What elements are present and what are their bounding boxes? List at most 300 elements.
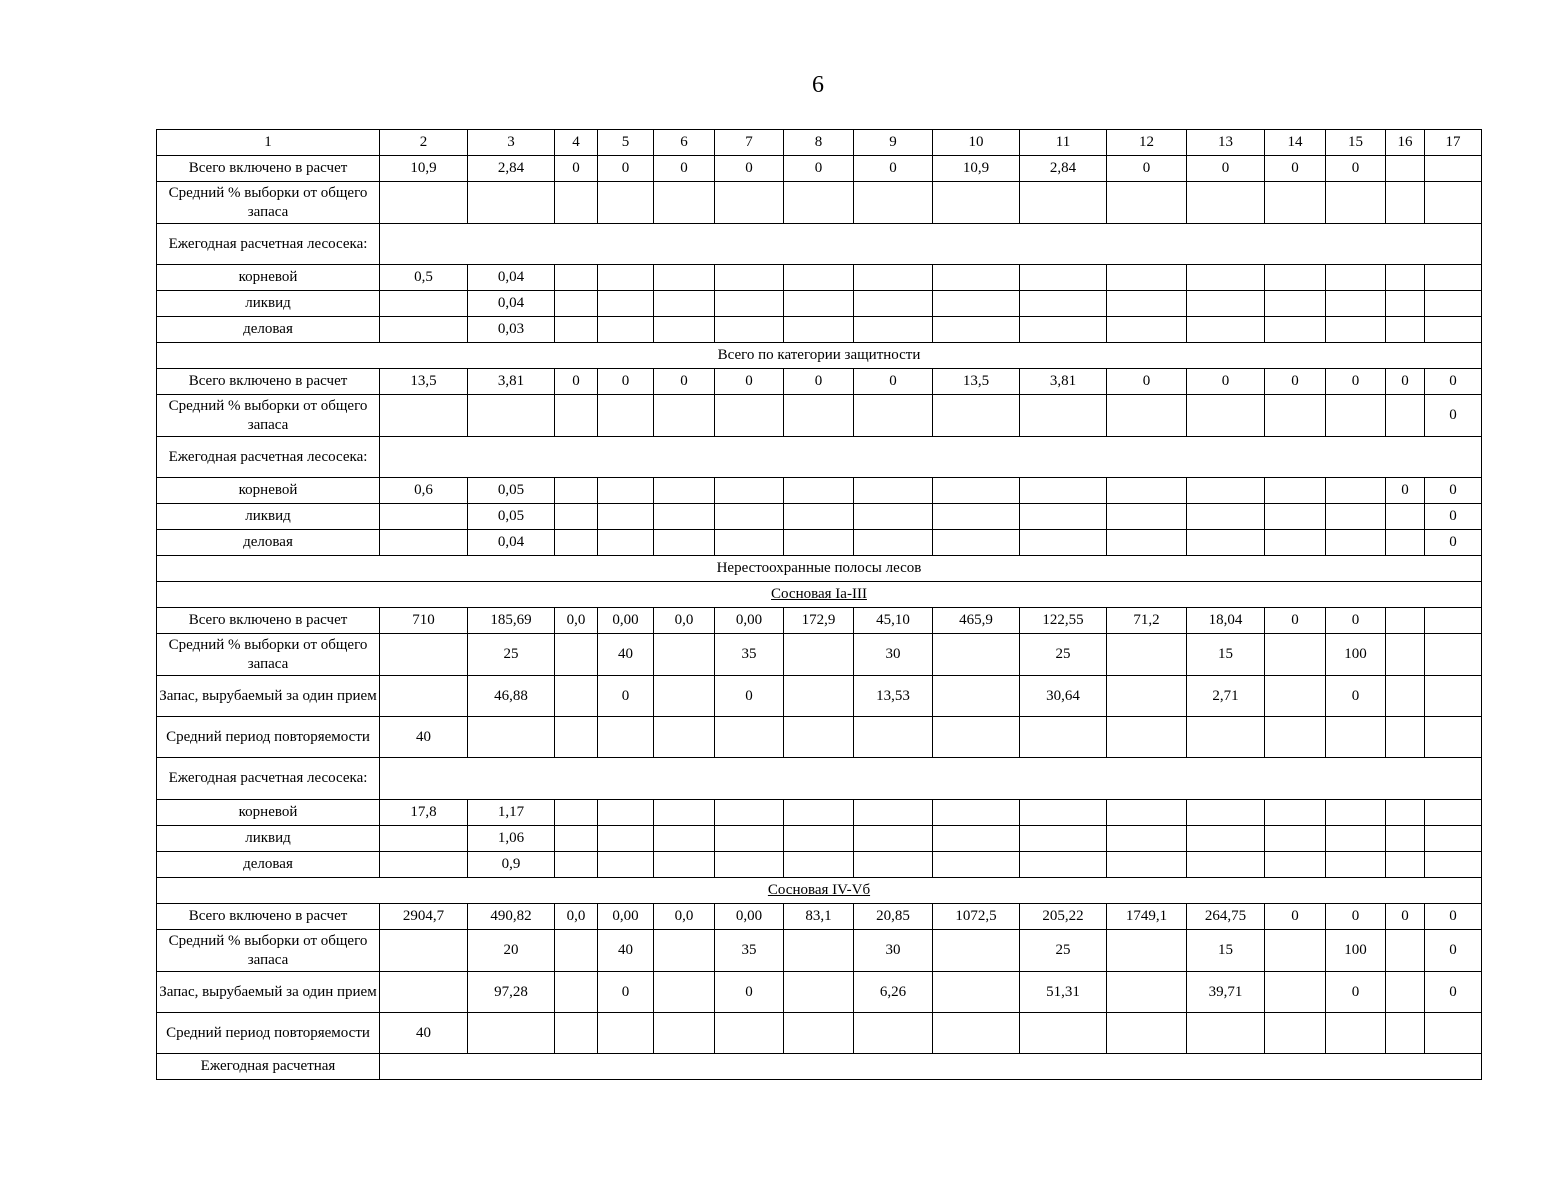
table-cell [654, 930, 715, 972]
table-cell: 13,5 [380, 369, 468, 395]
table-cell [654, 800, 715, 826]
row-label: Всего включено в расчет [157, 608, 380, 634]
table-cell [555, 395, 598, 437]
row-label: Ежегодная расчетная лесосека: [157, 758, 380, 800]
table-cell [1265, 972, 1326, 1013]
table-cell [854, 478, 933, 504]
table-cell: 185,69 [468, 608, 555, 634]
table-cell [854, 1013, 933, 1054]
table-cell [555, 972, 598, 1013]
table-cell: 0,9 [468, 852, 555, 878]
table-cell [1107, 317, 1187, 343]
table-cell: 30 [854, 634, 933, 676]
section-row [157, 343, 1482, 369]
table-cell [1107, 826, 1187, 852]
table-cell: 0 [1265, 156, 1326, 182]
table-cell: 0 [854, 369, 933, 395]
table-cell [598, 265, 654, 291]
table-cell [654, 265, 715, 291]
table-cell [1425, 182, 1482, 224]
table-cell [380, 676, 468, 717]
table-cell [1020, 852, 1107, 878]
table-cell [380, 930, 468, 972]
table-cell [1386, 265, 1425, 291]
section-row [157, 582, 1482, 608]
section-row [157, 556, 1482, 582]
table-cell [598, 478, 654, 504]
row-label: Всего включено в расчет [157, 156, 380, 182]
table-cell: 3,81 [468, 369, 555, 395]
section-title: Всего по категории защитности [157, 343, 1482, 369]
table-cell [1187, 265, 1265, 291]
section-row [157, 878, 1482, 904]
table-cell [933, 800, 1020, 826]
table-cell [1386, 291, 1425, 317]
table-cell: 13,53 [854, 676, 933, 717]
table-cell [933, 530, 1020, 556]
table-cell [1326, 530, 1386, 556]
table-cell [784, 800, 854, 826]
table-cell [1107, 504, 1187, 530]
row-label: Запас, вырубаемый за один прием [157, 676, 380, 717]
table-cell: 97,28 [468, 972, 555, 1013]
table-cell [654, 972, 715, 1013]
table-cell: 1,17 [468, 800, 555, 826]
table-cell [854, 826, 933, 852]
table-cell [1187, 530, 1265, 556]
table-cell [468, 182, 555, 224]
table-cell [933, 317, 1020, 343]
table-cell [1265, 478, 1326, 504]
table-row [157, 317, 1482, 343]
table-cell: 25 [468, 634, 555, 676]
column-header: 1 [157, 130, 380, 156]
table-cell [933, 395, 1020, 437]
table-cell [784, 852, 854, 878]
table-cell [1265, 826, 1326, 852]
table-cell [933, 182, 1020, 224]
table-cell: 0 [715, 972, 784, 1013]
row-label: Средний % выборки от общего запаса [157, 395, 380, 437]
table-cell [854, 852, 933, 878]
table-cell [1107, 634, 1187, 676]
table-cell [854, 530, 933, 556]
table-cell [1187, 826, 1265, 852]
table-cell: 0 [1187, 156, 1265, 182]
table-cell [1107, 478, 1187, 504]
table-row [157, 930, 1482, 972]
table-cell [468, 1013, 555, 1054]
table-row [157, 634, 1482, 676]
table-row [157, 608, 1482, 634]
table-cell: 122,55 [1020, 608, 1107, 634]
table-cell [1425, 800, 1482, 826]
table-cell [784, 478, 854, 504]
table-cell [1425, 156, 1482, 182]
row-label: корневой [157, 478, 380, 504]
table-cell [380, 291, 468, 317]
table-cell: 1749,1 [1107, 904, 1187, 930]
table-cell [1326, 800, 1386, 826]
table-cell [598, 800, 654, 826]
table-cell: 51,31 [1020, 972, 1107, 1013]
table-cell: 0,6 [380, 478, 468, 504]
table-cell: 0,00 [598, 608, 654, 634]
table-cell [1020, 717, 1107, 758]
table-cell: 1,06 [468, 826, 555, 852]
table-cell: 0 [1425, 972, 1482, 1013]
table-cell [598, 852, 654, 878]
table-cell [598, 504, 654, 530]
table-cell [654, 478, 715, 504]
row-label: Ежегодная расчетная [157, 1054, 380, 1080]
table-cell: 0,00 [715, 904, 784, 930]
row-label: ликвид [157, 291, 380, 317]
table-cell [598, 395, 654, 437]
table-cell [715, 852, 784, 878]
table-cell [1386, 717, 1425, 758]
table-cell [1326, 265, 1386, 291]
table-cell [1265, 395, 1326, 437]
table-cell [555, 634, 598, 676]
merged-empty-cell [380, 224, 1482, 265]
table-cell [1265, 291, 1326, 317]
table-cell: 3,81 [1020, 369, 1107, 395]
table-cell [1020, 504, 1107, 530]
table-cell [1326, 291, 1386, 317]
merged-empty-cell [380, 437, 1482, 478]
table-row [157, 437, 1482, 478]
table-cell [555, 265, 598, 291]
table-cell: 710 [380, 608, 468, 634]
table-cell [1386, 504, 1425, 530]
table-cell [1020, 317, 1107, 343]
row-label: Всего включено в расчет [157, 904, 380, 930]
table-cell: 0,04 [468, 530, 555, 556]
table-cell [715, 291, 784, 317]
table-row [157, 717, 1482, 758]
table-cell [933, 265, 1020, 291]
table-cell [715, 182, 784, 224]
table-cell [654, 395, 715, 437]
table-cell: 0,0 [555, 904, 598, 930]
table-cell [598, 530, 654, 556]
row-label: Средний период повторяемости [157, 1013, 380, 1054]
table-cell [380, 972, 468, 1013]
row-label: корневой [157, 800, 380, 826]
table-cell [933, 826, 1020, 852]
table-row [157, 826, 1482, 852]
table-cell [1187, 1013, 1265, 1054]
row-label: корневой [157, 265, 380, 291]
table-row [157, 972, 1482, 1013]
table-cell [933, 291, 1020, 317]
column-header: 10 [933, 130, 1020, 156]
table-cell: 0 [1326, 156, 1386, 182]
table-cell [784, 1013, 854, 1054]
table-cell [854, 291, 933, 317]
table-cell [1187, 317, 1265, 343]
table-cell [1386, 608, 1425, 634]
table-cell: 0 [555, 369, 598, 395]
table-cell [1425, 291, 1482, 317]
table-cell [1187, 717, 1265, 758]
table-cell [598, 717, 654, 758]
table-cell [784, 504, 854, 530]
table-cell [1187, 291, 1265, 317]
table-cell [1107, 930, 1187, 972]
table-cell [1187, 504, 1265, 530]
table-cell [1107, 291, 1187, 317]
table-cell: 0 [598, 972, 654, 1013]
table-cell: 0 [1326, 369, 1386, 395]
table-cell: 0,0 [654, 608, 715, 634]
table-cell [654, 852, 715, 878]
table-cell [1386, 852, 1425, 878]
table-cell [1107, 530, 1187, 556]
table-cell [555, 1013, 598, 1054]
table-cell: 2,71 [1187, 676, 1265, 717]
table-row [157, 156, 1482, 182]
table-cell: 465,9 [933, 608, 1020, 634]
table-cell: 15 [1187, 634, 1265, 676]
table-cell [654, 826, 715, 852]
table-cell [555, 676, 598, 717]
table-cell [654, 317, 715, 343]
table-cell: 0 [1386, 478, 1425, 504]
table-cell [1107, 265, 1187, 291]
table-cell: 0 [1187, 369, 1265, 395]
row-label: Ежегодная расчетная лесосека: [157, 224, 380, 265]
table-cell [1265, 182, 1326, 224]
table-cell [555, 852, 598, 878]
table-cell: 0 [1425, 530, 1482, 556]
table-cell: 0 [1265, 904, 1326, 930]
table-cell [784, 972, 854, 1013]
row-label: ликвид [157, 826, 380, 852]
table-cell [555, 317, 598, 343]
table-cell: 0 [598, 369, 654, 395]
table-cell: 0 [1425, 904, 1482, 930]
table-cell [715, 717, 784, 758]
column-header: 8 [784, 130, 854, 156]
row-label: Средний период повторяемости [157, 717, 380, 758]
column-header: 13 [1187, 130, 1265, 156]
table-cell: 40 [380, 1013, 468, 1054]
table-row [157, 182, 1482, 224]
table-cell: 0,05 [468, 504, 555, 530]
table-cell [784, 930, 854, 972]
table-cell [380, 317, 468, 343]
table-row [157, 478, 1482, 504]
table-cell [1187, 395, 1265, 437]
table-cell [1386, 930, 1425, 972]
table-cell [1187, 182, 1265, 224]
table-cell: 20 [468, 930, 555, 972]
table-row [157, 504, 1482, 530]
table-cell: 0 [654, 156, 715, 182]
table-cell [933, 717, 1020, 758]
table-cell [555, 530, 598, 556]
table-cell: 20,85 [854, 904, 933, 930]
table-cell [1425, 1013, 1482, 1054]
table-cell: 0 [1326, 676, 1386, 717]
table-row [157, 530, 1482, 556]
table-cell: 0 [1386, 369, 1425, 395]
table-row [157, 758, 1482, 800]
table-cell: 18,04 [1187, 608, 1265, 634]
table-cell: 0 [784, 369, 854, 395]
table-cell: 0,00 [715, 608, 784, 634]
table-cell [933, 676, 1020, 717]
table-cell: 10,9 [380, 156, 468, 182]
table-cell [1425, 608, 1482, 634]
table-cell [715, 826, 784, 852]
table-cell [555, 800, 598, 826]
table-cell [1020, 395, 1107, 437]
row-label: ликвид [157, 504, 380, 530]
table-cell: 0 [1265, 608, 1326, 634]
table-cell [1187, 800, 1265, 826]
table-cell [555, 930, 598, 972]
table-cell [1326, 478, 1386, 504]
table-cell: 0,0 [555, 608, 598, 634]
column-header: 12 [1107, 130, 1187, 156]
table-cell: 0 [715, 676, 784, 717]
table-cell: 2,84 [468, 156, 555, 182]
table-cell: 0 [715, 156, 784, 182]
table-cell: 0,00 [598, 904, 654, 930]
table-cell: 45,10 [854, 608, 933, 634]
table-cell: 46,88 [468, 676, 555, 717]
section-title: Сосновая IV-Vб [157, 878, 1482, 904]
table-cell [1265, 265, 1326, 291]
table-cell [380, 852, 468, 878]
table-cell: 0 [598, 676, 654, 717]
table-cell [1107, 717, 1187, 758]
table-cell [654, 717, 715, 758]
table-cell [1265, 530, 1326, 556]
table-cell [1265, 676, 1326, 717]
table-cell: 0,04 [468, 291, 555, 317]
table-cell: 0 [555, 156, 598, 182]
table-cell [380, 182, 468, 224]
table-cell: 0 [1425, 395, 1482, 437]
table-cell [854, 717, 933, 758]
table-cell: 17,8 [380, 800, 468, 826]
table-cell [1265, 717, 1326, 758]
table-cell [1386, 826, 1425, 852]
table-cell [1425, 717, 1482, 758]
table-cell: 100 [1326, 634, 1386, 676]
table-cell [1020, 291, 1107, 317]
table-cell [468, 395, 555, 437]
column-header: 2 [380, 130, 468, 156]
table-cell: 1072,5 [933, 904, 1020, 930]
table-cell [1107, 800, 1187, 826]
table-cell [784, 291, 854, 317]
table-cell: 0 [654, 369, 715, 395]
table-cell: 0 [715, 369, 784, 395]
table-cell [933, 478, 1020, 504]
table-row [157, 1054, 1482, 1080]
table-cell: 0 [598, 156, 654, 182]
table-cell: 10,9 [933, 156, 1020, 182]
table-cell [555, 717, 598, 758]
table-cell: 15 [1187, 930, 1265, 972]
table-cell [784, 182, 854, 224]
table-cell [1326, 317, 1386, 343]
table-cell [654, 676, 715, 717]
table-cell: 0 [1265, 369, 1326, 395]
table-cell [933, 1013, 1020, 1054]
table-cell [1265, 1013, 1326, 1054]
column-header: 5 [598, 130, 654, 156]
table-cell [380, 395, 468, 437]
section-title: Сосновая Iа-III [157, 582, 1482, 608]
table-cell: 0 [1425, 504, 1482, 530]
table-cell [784, 717, 854, 758]
table-cell [784, 826, 854, 852]
column-header: 6 [654, 130, 715, 156]
row-label: Всего включено в расчет [157, 369, 380, 395]
merged-empty-cell [380, 758, 1482, 800]
row-label: деловая [157, 317, 380, 343]
table-row [157, 1013, 1482, 1054]
table-cell: 0 [1386, 904, 1425, 930]
column-header: 4 [555, 130, 598, 156]
row-label: деловая [157, 852, 380, 878]
table-cell: 0 [1425, 369, 1482, 395]
table-cell: 0 [1107, 156, 1187, 182]
table-cell: 25 [1020, 930, 1107, 972]
table-cell: 35 [715, 930, 784, 972]
table-cell [1187, 478, 1265, 504]
table-cell: 25 [1020, 634, 1107, 676]
merged-empty-cell [380, 1054, 1482, 1080]
table-cell [1107, 676, 1187, 717]
table-cell [1020, 1013, 1107, 1054]
table-cell [380, 826, 468, 852]
table-cell [854, 504, 933, 530]
table-row [157, 852, 1482, 878]
table-cell: 100 [1326, 930, 1386, 972]
table-cell [1425, 265, 1482, 291]
table-cell [1386, 800, 1425, 826]
header-row [157, 130, 1482, 156]
table-cell [1326, 395, 1386, 437]
column-header: 7 [715, 130, 784, 156]
table-cell [654, 291, 715, 317]
column-header: 17 [1425, 130, 1482, 156]
table-cell [715, 317, 784, 343]
table-cell [654, 182, 715, 224]
table-cell [1386, 676, 1425, 717]
table-cell [1265, 634, 1326, 676]
table-row [157, 369, 1482, 395]
forest-calculation-table [156, 129, 1482, 1080]
column-header: 15 [1326, 130, 1386, 156]
table-cell [598, 1013, 654, 1054]
table-cell [1326, 852, 1386, 878]
table-cell [854, 800, 933, 826]
table-cell: 83,1 [784, 904, 854, 930]
table-cell [715, 504, 784, 530]
table-cell [1265, 800, 1326, 826]
table-cell [1386, 972, 1425, 1013]
table-cell [598, 182, 654, 224]
table-cell [1386, 1013, 1425, 1054]
